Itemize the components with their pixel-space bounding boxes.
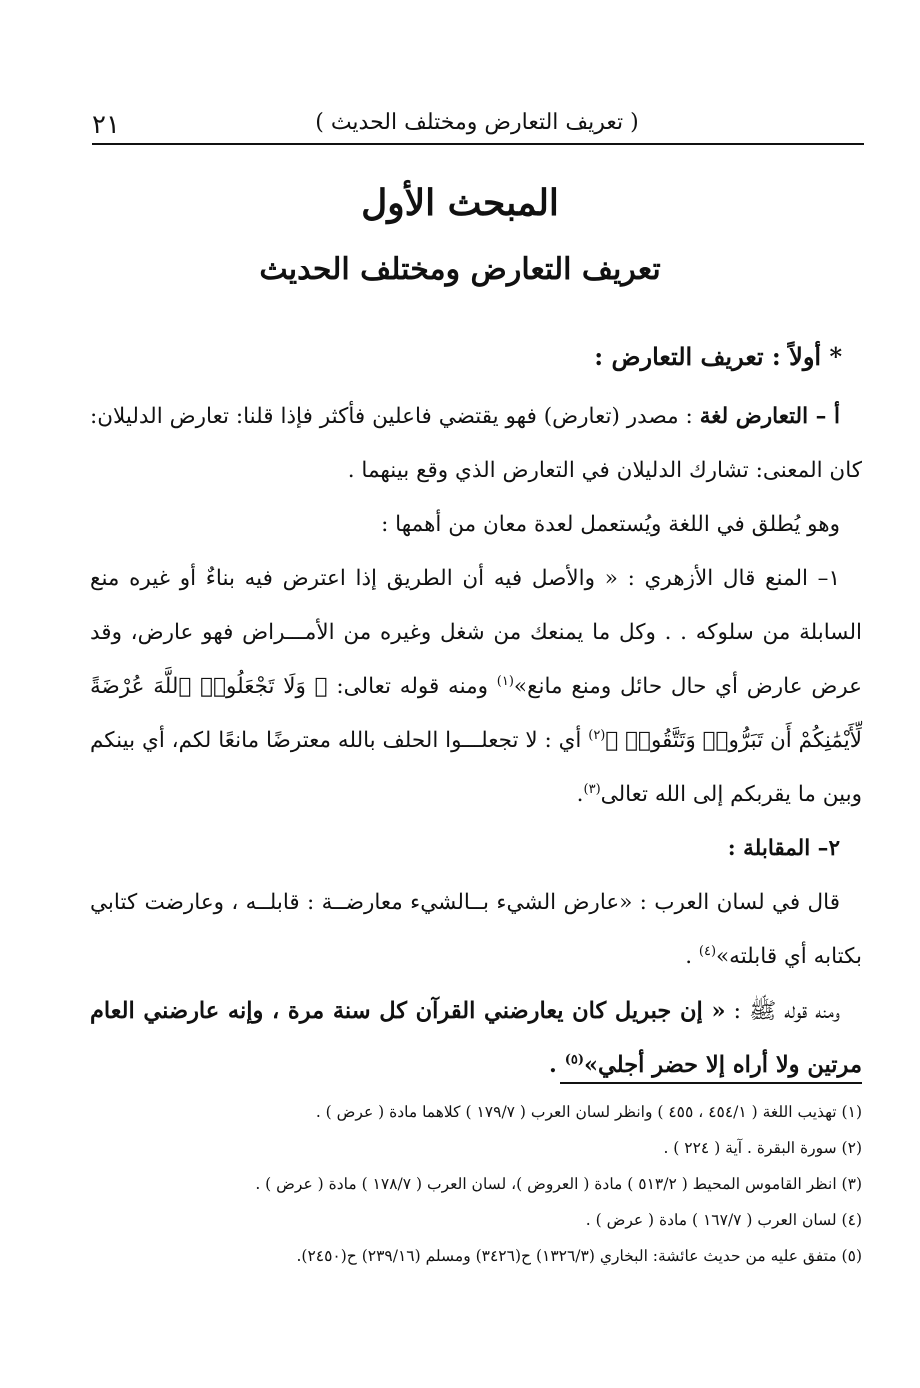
- footnote-ref-5[interactable]: (٥): [564, 1052, 584, 1068]
- footnote-ref-2[interactable]: (٢): [588, 727, 606, 743]
- paragraph-text: : مصدر (تعارض) فهو يقتضي فاعلين فأكثر فإذا قلنا: تعارض الدليلان: كان المعنى: تشارك الدليلان في التعارض الذي وقع بينهما .: [90, 404, 862, 483]
- paragraph-text: أي : لا تجعلـــوا الحلف بالله معترضًا مانعًا لكم، أي بينكم وبين ما يقربكم إلى الله تعالى: [90, 728, 862, 807]
- page-number: ٢١: [92, 110, 120, 140]
- paragraph-meanings-intro: وهو يُطلق في اللغة ويُستعمل لعدة معان من أهمها :: [381, 512, 840, 537]
- paragraph-text: ١– المنع قال الأزهري : « والأصل فيه أن الطريق إذا اعترض فيه بناءٌ أو غيره منع السابلة من سلوكه . . وكل ما يمنعك من شغل وغيره من الأمـــراض فهو عارض، وقد عرض عارض أي حال حائل ومنع مانع»: [90, 566, 863, 699]
- body-text: [90, 330, 862, 1092]
- running-header: [92, 108, 862, 142]
- hadith-quote: « إن جبريل كان يعارضني القرآن كل سنة مرة ، وإنه عارضني العام مرتين ولا أراه إلا حضر أجلي»: [90, 998, 862, 1078]
- footnote-4: (٤) لسان العرب ( ١٦٧/٧ ) مادة ( عرض ) .: [585, 1211, 862, 1229]
- paragraph-text: قال في لسان العرب : «عارض الشيء بــالشيء معارضــة : قابلــه ، وعارضت كتابي بكتابه أي قابلته»: [90, 890, 862, 969]
- paragraph-hadith: [90, 984, 862, 1092]
- paragraph-lisan-quote: [90, 876, 862, 984]
- section-heading: * أولاً : تعريف التعارض :: [594, 342, 842, 371]
- footnote-3: (٣) انظر القاموس المحيط ( ٥١٣/٢ ) مادة ( العروض )، لسان العرب ( ١٧٨/٧ ) مادة ( عرض ) .: [255, 1175, 862, 1193]
- period: .: [576, 782, 584, 807]
- footnotes: [90, 1094, 862, 1274]
- header-rule: [92, 143, 864, 145]
- paragraph-lexical-definition: [90, 390, 862, 498]
- subheading-opposition: ٢– المقابلة :: [727, 836, 840, 861]
- footnote-1: (١) تهذيب اللغة ( ٤٥٤/١ ، ٤٥٥ ) وانظر لسان العرب ( ١٧٩/٧ ) كلاهما مادة ( عرض ) .: [315, 1103, 862, 1121]
- footnote-2: (٢) سورة البقرة . آية ( ٢٢٤ ) .: [663, 1139, 862, 1157]
- chapter-subtitle: تعريف التعارض ومختلف الحديث: [259, 252, 661, 287]
- period: .: [685, 944, 699, 969]
- running-title: ( تعريف التعارض ومختلف الحديث ): [315, 110, 639, 135]
- footnote-ref-3[interactable]: (٣): [583, 781, 601, 797]
- footnote-5: (٥) متفق عليه من حديث عائشة: البخاري (١٣٢٦/٣) ح(٣٤٢٦) ومسلم (٢٣٩/١٦) ح(٢٤٥٠).: [296, 1247, 862, 1265]
- footnote-ref-1[interactable]: (١): [496, 673, 514, 689]
- period: .: [549, 1052, 565, 1078]
- footnote-rule: [560, 1082, 862, 1084]
- paragraph-meaning-prevention: [90, 552, 862, 822]
- term-label: أ – التعارض لغة: [699, 404, 840, 429]
- chapter-title: المبحث الأول: [361, 182, 559, 224]
- footnote-ref-4[interactable]: (٤): [698, 943, 717, 959]
- quran-verse: ومنه قوله تعالى: ﴿ وَلَا تَجْعَلُوا۟ ٱللَّهَ عُرْضَةً لِّأَيْمَٰنِكُمْ أَن تَبَرُّوا۟ وَتَتَّقُوا۟ ﴾: [90, 674, 862, 753]
- hadith-lead: ومنه قوله ﷺ :: [725, 998, 841, 1024]
